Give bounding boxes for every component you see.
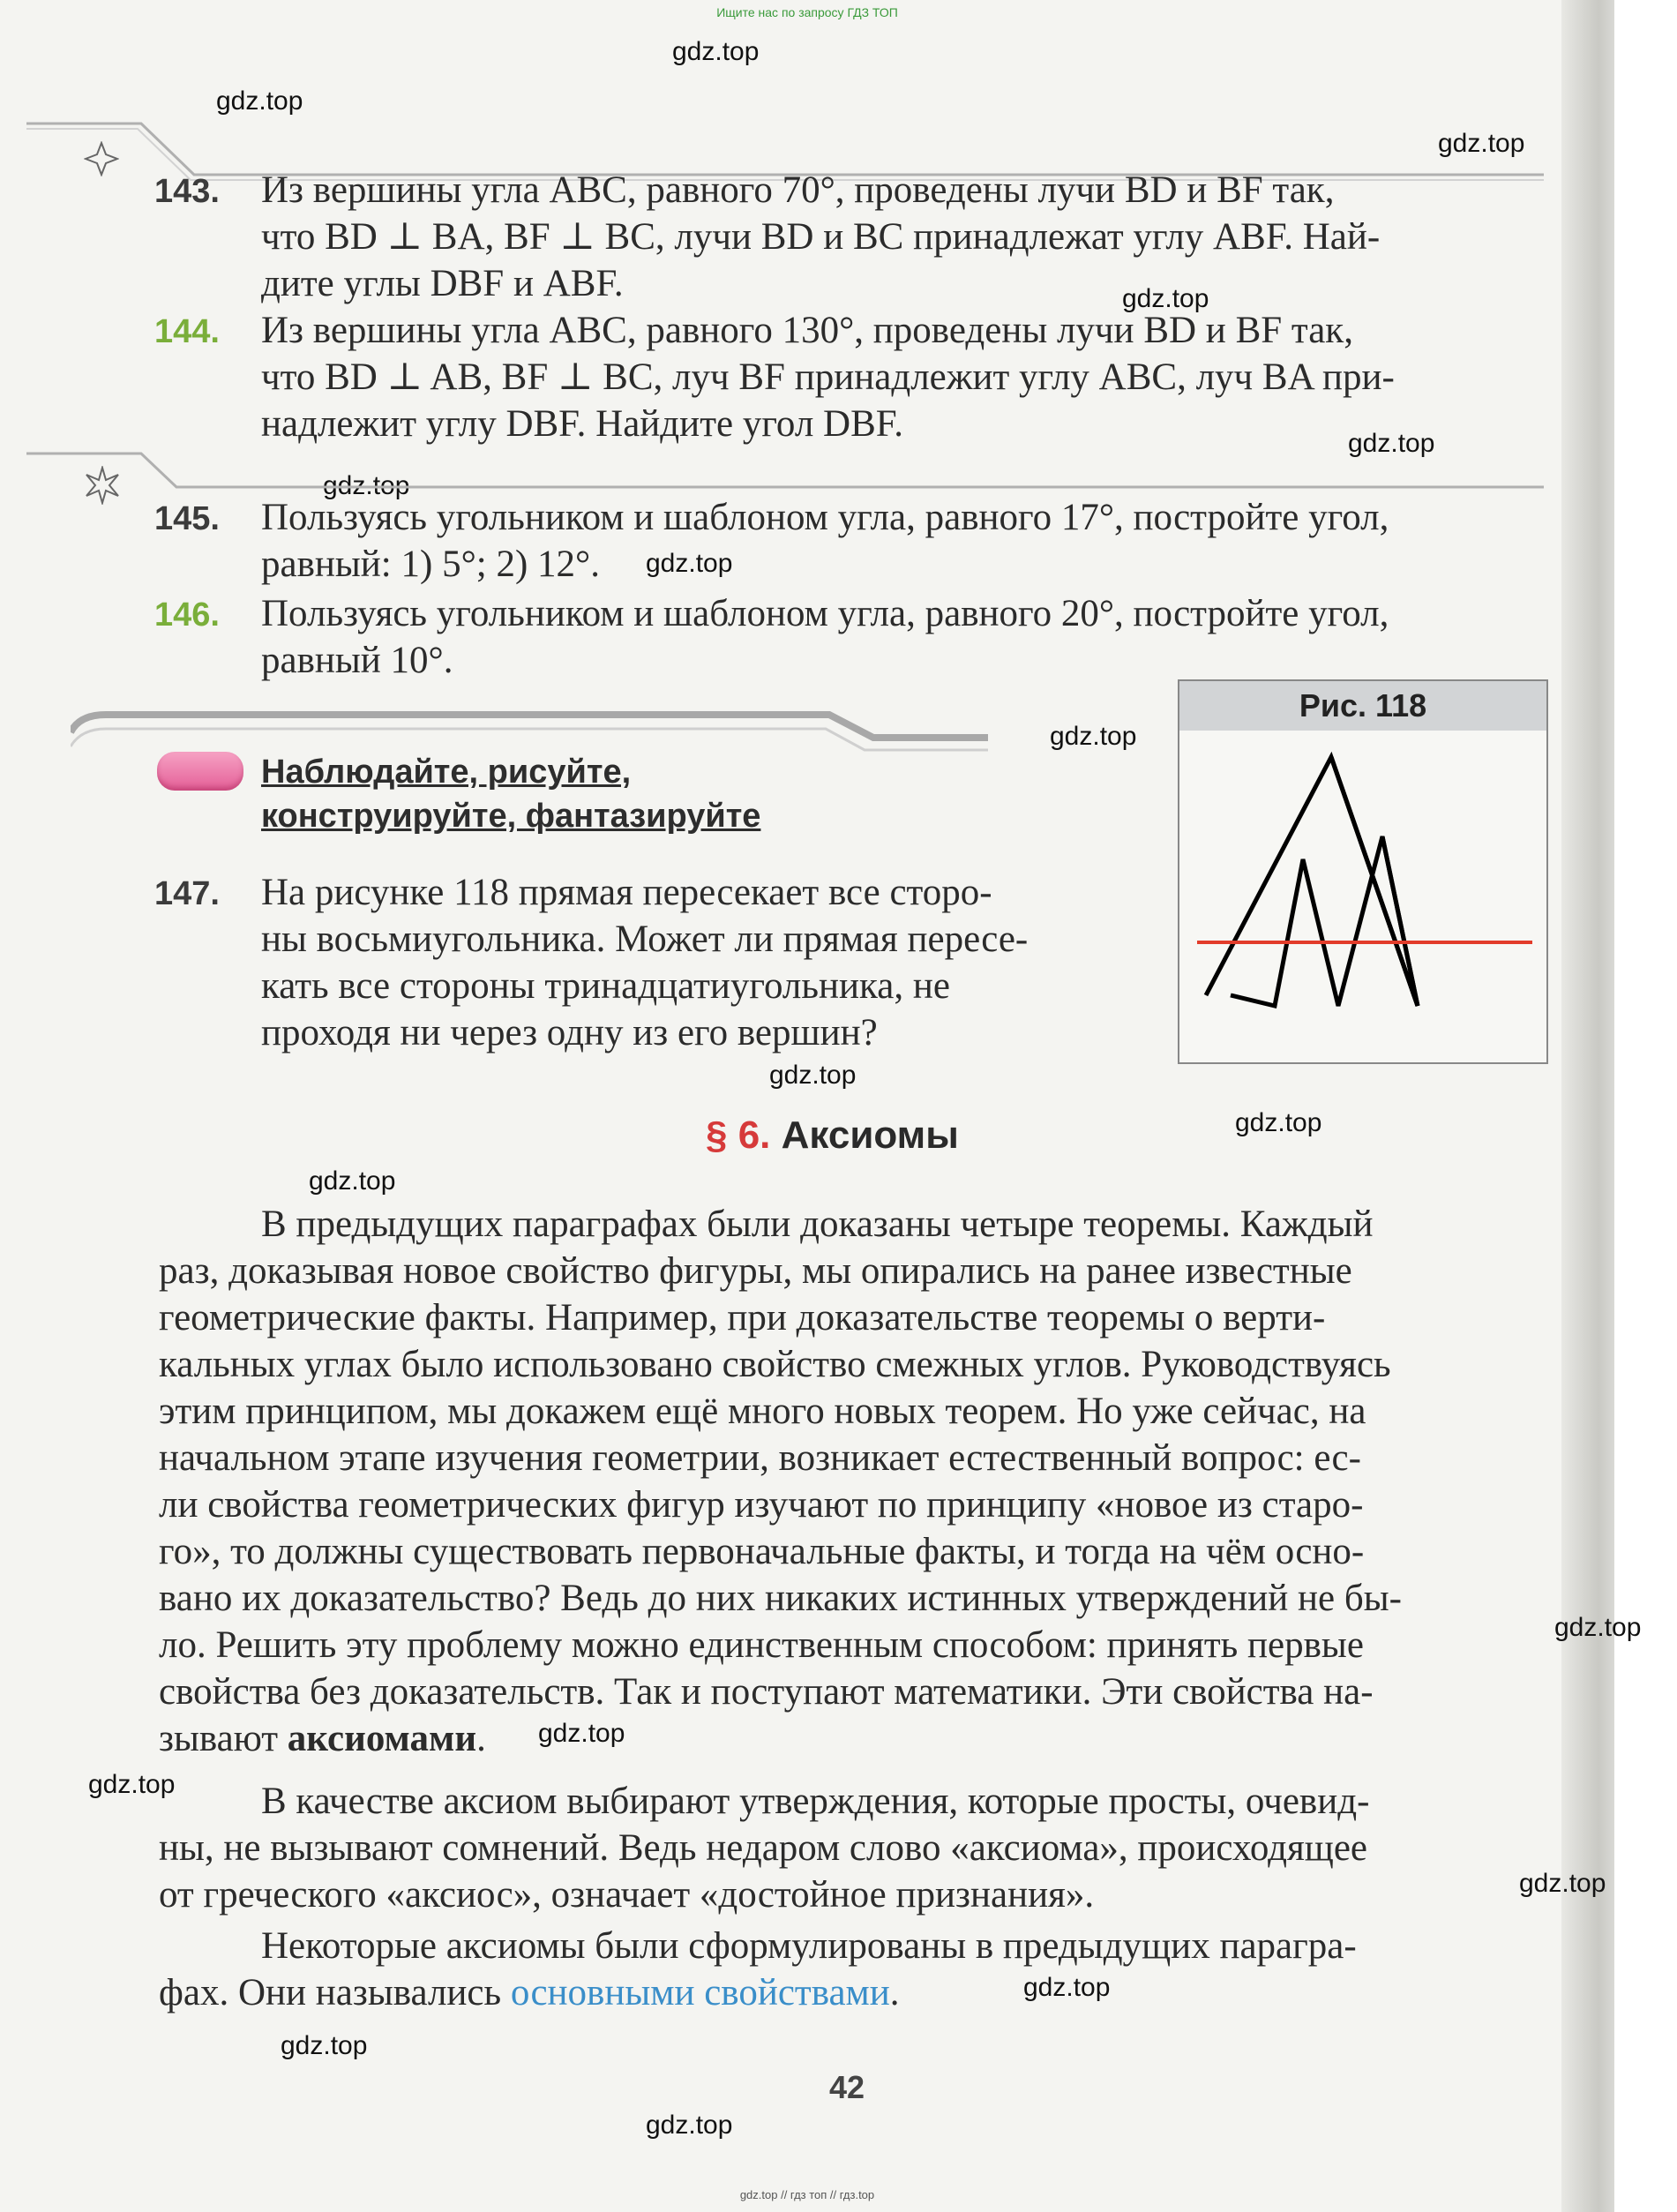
watermark: gdz.top: [672, 37, 760, 66]
body-text: зывают: [159, 1718, 288, 1759]
problem-text-line: равный: 1) 5°; 2) 12°.: [261, 544, 600, 585]
body-line: го», то должны существовать первоначальные факты, и тогда на чём осно-: [159, 1531, 1365, 1572]
watermark: gdz.top: [88, 1770, 176, 1799]
watermark: gdz.top: [281, 2031, 368, 2060]
watermark: gdz.top: [1050, 722, 1137, 751]
paragraph-title: [706, 1113, 959, 1158]
keyword-axioms: аксиомами: [287, 1718, 477, 1759]
body-line: В качестве аксиом выбирают утверждения, которые просты, очевид-: [261, 1781, 1370, 1822]
problem-number: 143.: [154, 173, 220, 210]
problem-text-line: что BD ⊥ BA, BF ⊥ BC, лучи BD и BC принадлежат углу ABF. Най-: [261, 216, 1381, 258]
problem-number: 147.: [154, 875, 220, 912]
watermark: gdz.top: [769, 1061, 857, 1090]
page-number: 42: [829, 2069, 865, 2105]
paragraph-name: Аксиомы: [781, 1113, 959, 1157]
watermark: gdz.top: [1348, 429, 1435, 458]
problem-text-line: равный 10°.: [261, 640, 453, 681]
problem-text-line: Пользуясь угольником и шаблоном угла, равного 20°, постройте угол,: [261, 593, 1389, 634]
body-text: фах. Они назывались: [159, 1972, 511, 2013]
body-line: этим принципом, мы докажем ещё много новых теорем. Но уже сейчас, на: [159, 1391, 1366, 1432]
problem-text-line: ны восьмиугольника. Может ли прямая пересе-: [261, 919, 1029, 960]
body-line: свойства без доказательств. Так и поступают математики. Эти свойства на-: [159, 1671, 1374, 1713]
watermark: gdz.top: [646, 2111, 733, 2140]
section-title-line: Наблюдайте, рисуйте,: [261, 754, 632, 791]
body-line: Некоторые аксиомы были сформулированы в предыдущих парагра-: [261, 1925, 1357, 1967]
figure-title: Рис. 118: [1179, 681, 1546, 731]
body-line: от греческого «аксиос», означает «достойное признания».: [159, 1874, 1095, 1916]
bottom-note: gdz.top // гдз топ // гдз.top: [739, 2188, 875, 2201]
body-text: .: [889, 1972, 900, 2013]
watermark: gdz.top: [1235, 1108, 1322, 1137]
body-line: кальных углах было использовано свойство смежных углов. Руководствуясь: [159, 1344, 1391, 1385]
watermark: gdz.top: [1438, 129, 1525, 158]
body-line: В предыдущих параграфах были доказаны четыре теоремы. Каждый: [261, 1203, 1374, 1245]
basic-properties-link[interactable]: основными свойствами: [510, 1972, 890, 2013]
problem-number: 145.: [154, 500, 220, 537]
problem-text-line: Из вершины угла ABC, равного 70°, проведены лучи BD и BF так,: [261, 169, 1335, 211]
section-title-line: конструируйте, фантазируйте: [261, 798, 761, 835]
pink-pill-icon: [157, 752, 243, 791]
four-point-star-icon: [84, 141, 119, 176]
watermark: gdz.top: [216, 86, 303, 116]
paragraph-symbol: § 6.: [706, 1113, 771, 1157]
watermark: gdz.top: [646, 549, 733, 578]
body-line: вано их доказательство? Ведь до них никаких истинных утверждений не бы-: [159, 1578, 1402, 1619]
body-text: .: [476, 1718, 486, 1759]
problem-text-line: проходя ни через одну из его вершин?: [261, 1012, 878, 1054]
problem-text-line: что BD ⊥ AB, BF ⊥ BC, луч BF принадлежит углу ABC, луч BA при-: [261, 356, 1395, 398]
problem-text-line: дите углы DBF и ABF.: [261, 263, 624, 304]
watermark: gdz.top: [323, 471, 410, 500]
problem-text-line: кать все стороны тринадцатиугольника, не: [261, 965, 950, 1007]
body-line: геометрические факты. Например, при доказательстве теоремы о верти-: [159, 1297, 1326, 1338]
body-line: раз, доказывая новое свойство фигуры, мы опирались на ранее известные: [159, 1250, 1352, 1292]
body-line: [159, 1716, 486, 1762]
body-line: ны, не вызывают сомнений. Ведь недаром слово «аксиома», происходящее: [159, 1827, 1368, 1869]
watermark: gdz.top: [1023, 1973, 1111, 2002]
watermark: gdz.top: [1122, 284, 1209, 313]
watermark: gdz.top: [1554, 1613, 1642, 1642]
octagon-drawing: [1179, 731, 1546, 1062]
problem-number: 144.: [154, 313, 220, 350]
watermark: gdz.top: [1519, 1869, 1606, 1898]
problem-number: 146.: [154, 596, 220, 634]
problem-text-line: надлежит углу DBF. Найдите угол DBF.: [261, 403, 903, 445]
watermark: gdz.top: [538, 1719, 625, 1748]
eight-point-star-icon: [83, 466, 122, 505]
body-line: ло. Решить эту проблему можно единственным способом: принять первые: [159, 1624, 1364, 1666]
body-line: начальном этапе изучения геометрии, возникает естественный вопрос: ес-: [159, 1437, 1361, 1479]
problem-text-line: Из вершины угла ABC, равного 130°, проведены лучи BD и BF так,: [261, 310, 1353, 351]
problem-text-line: На рисунке 118 прямая пересекает все сторо-: [261, 872, 992, 913]
body-line: [159, 1970, 900, 2016]
figure-118: [1178, 679, 1548, 1064]
watermark: gdz.top: [309, 1166, 396, 1196]
top-search-note: Ищите нас по запросу ГДЗ ТОП: [716, 5, 898, 19]
problem-text-line: Пользуясь угольником и шаблоном угла, равного 17°, постройте угол,: [261, 497, 1389, 538]
body-line: ли свойства геометрических фигур изучают по принципу «новое из старо-: [159, 1484, 1364, 1526]
